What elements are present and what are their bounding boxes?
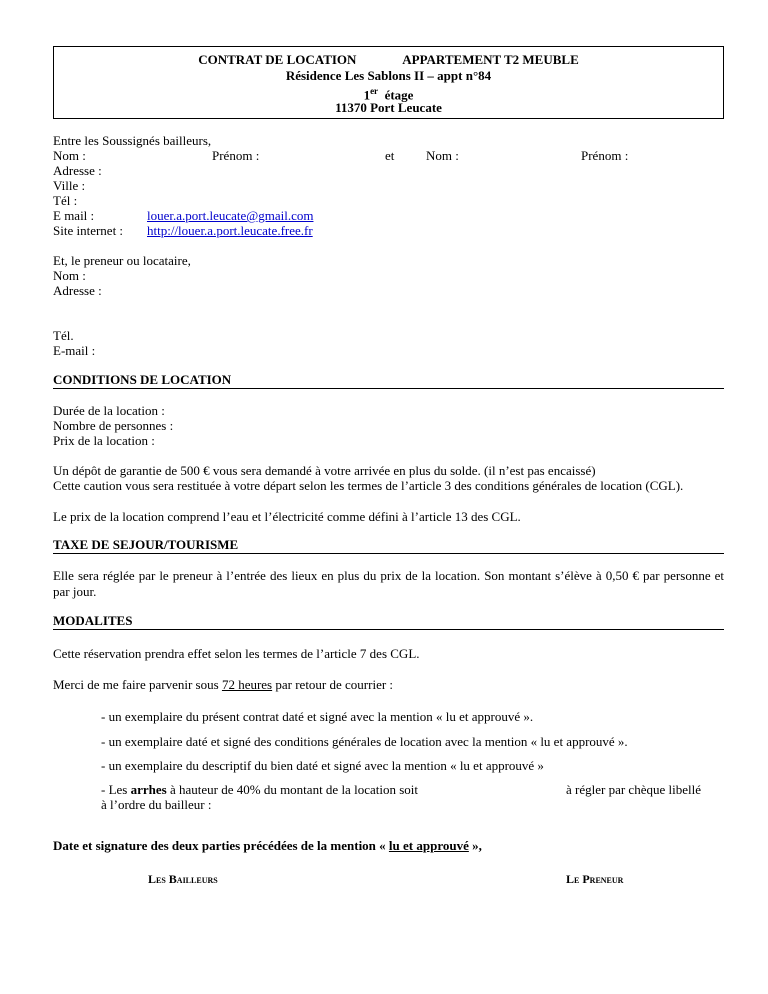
duree-label: Durée de la location : — [53, 403, 165, 418]
site-label: Site internet : — [53, 223, 124, 238]
signature-preneur: Le Preneur — [566, 872, 624, 886]
signature-instruction: Date et signature des deux parties précédées de la mention « lu et approuvé », — [53, 838, 482, 853]
merci-text: Merci de me faire parvenir sous 72 heures par retour de courrier : — [53, 677, 394, 692]
nombre-personnes-label: Nombre de personnes : — [53, 418, 174, 433]
prix-label: Prix de la location : — [53, 433, 155, 448]
section-modalites-title: MODALITES — [53, 613, 724, 630]
apartment-type: APPARTEMENT T2 MEUBLE — [402, 52, 579, 67]
taxe-paragraph: Elle sera réglée par le preneur à l’entrée des lieux en plus du prix de la location. Son montant s’élève à 0,50 € par personne et par jour. — [53, 568, 724, 599]
eau-electricite-paragraph: Le prix de la location comprend l’eau et l’électricité comme défini à l’article 13 des CGL. — [53, 509, 521, 524]
section-conditions-title: CONDITIONS DE LOCATION — [53, 372, 724, 389]
preneur-email-label: E-mail : — [53, 343, 96, 358]
modalite-item-1: - un exemplaire du présent contrat daté et signé avec la mention « lu et approuvé ». — [101, 709, 534, 724]
depot-paragraph: Un dépôt de garantie de 500 € vous sera demandé à votre arrivée en plus du solde. (il n’est pas encaissé) — [53, 463, 596, 478]
arrhes-label: arrhes — [130, 782, 167, 797]
bailleur2-prenom-label: Prénom : — [581, 148, 629, 163]
bailleur-tel-label: Tél : — [53, 193, 78, 208]
bailleur-nom-label: Nom : — [53, 148, 86, 163]
bailleur-adresse-label: Adresse : — [53, 163, 102, 178]
preneur-intro: Et, le preneur ou locataire, — [53, 253, 191, 268]
website-link[interactable]: http://louer.a.port.leucate.free.fr — [147, 223, 313, 238]
caution-paragraph: Cette caution vous sera restituée à votre départ selon les termes de l’article 3 des conditions générales de location (CGL). — [53, 478, 684, 493]
modalite-item-4-line2: à l’ordre du bailleur : — [101, 797, 212, 812]
delai-72h: 72 heures — [221, 677, 273, 692]
modalite-item-2: - un exemplaire daté et signé des conditions générales de location avec la mention « lu et approuvé ». — [101, 734, 628, 749]
modalite-item-3: - un exemplaire du descriptif du bien daté et signé avec la mention « lu et approuvé » — [101, 758, 544, 773]
bailleurs-intro: Entre les Soussignés bailleurs, — [53, 133, 212, 148]
floor-line: 1er étage — [363, 86, 414, 103]
header-title-line — [54, 52, 723, 67]
section-taxe-title: TAXE DE SEJOUR/TOURISME — [53, 537, 724, 554]
et-label: et — [385, 148, 395, 163]
bailleur-ville-label: Ville : — [53, 178, 86, 193]
modalite-item-4-right: à régler par chèque libellé — [566, 782, 701, 797]
email-link[interactable]: louer.a.port.leucate@gmail.com — [147, 208, 314, 223]
preneur-nom-label: Nom : — [53, 268, 86, 283]
city-line: 11370 Port Leucate — [335, 100, 442, 115]
bailleur2-nom-label: Nom : — [426, 148, 459, 163]
modalite-item-4: - Les arrhes à hauteur de 40% du montant de la location soit — [101, 782, 418, 797]
contract-title: CONTRAT DE LOCATION — [198, 52, 357, 67]
effet-text: Cette réservation prendra effet selon les termes de l’article 7 des CGL. — [53, 646, 420, 661]
bailleur-prenom-label: Prénom : — [212, 148, 260, 163]
preneur-adresse-label: Adresse : — [53, 283, 102, 298]
bailleur-email-label: E mail : — [53, 208, 95, 223]
preneur-tel-label: Tél. — [53, 328, 74, 343]
signature-bailleurs: Les Bailleurs — [148, 872, 218, 886]
contract-header — [53, 46, 724, 119]
residence-name: Résidence Les Sablons II – appt n°84 — [285, 68, 492, 83]
